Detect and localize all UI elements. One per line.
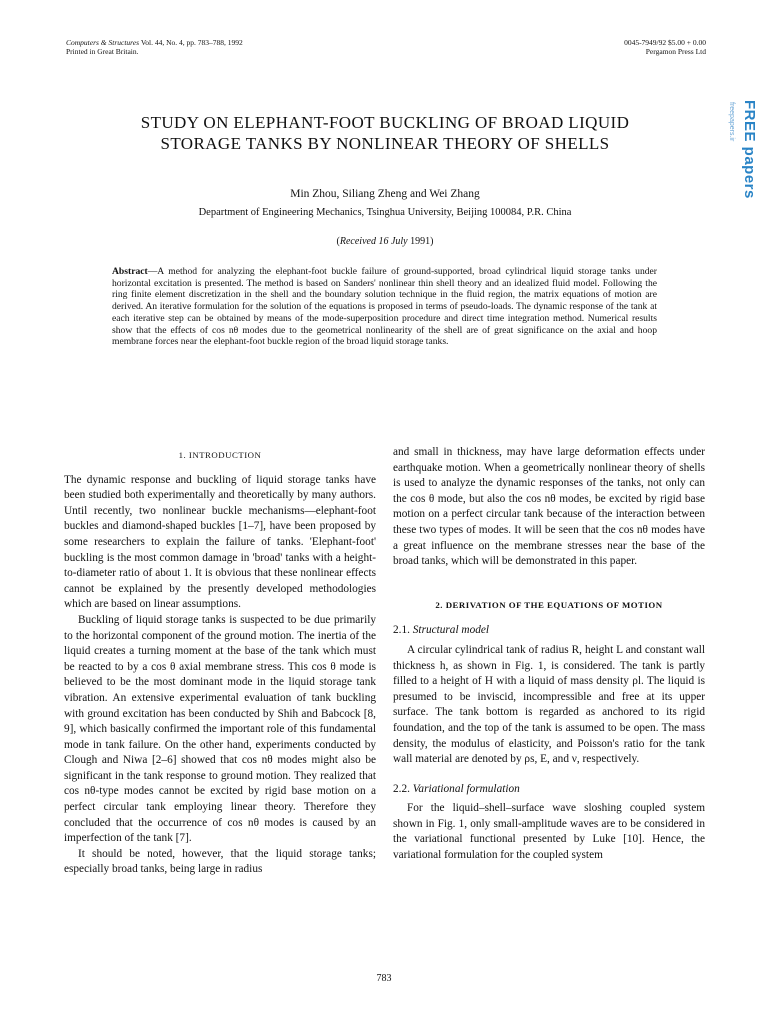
publisher: Pergamon Press Ltd <box>645 47 706 56</box>
received-label: Received 16 July <box>339 236 408 247</box>
watermark-brand: FREE papers <box>741 100 758 199</box>
variational-paragraph: For the liquid–shell–surface wave sloshing coupled system shown in Fig. 1, only small-amplitude waves are to be considered in the variational functional presented by Luke [10]. Hence, the variational formulation for the coupled system <box>393 802 705 862</box>
structural-model-paragraph: A circular cylindrical tank of radius R, height L and constant wall thickness h, as shown in Fig. 1, is considered. The tank is partly filled to a height of H with a liquid of mass density ρl. The liquid is presumed to be inviscid, incompressible and free at its upper surface. The tank bottom is regarded as anchored to its rigid foundation, and the top of the tank is assumed to be open. The mass density, the modulus of elasticity, and Poisson's ratio for the tank wall material are denoted by ρs, E, and ν, respectively. <box>393 643 705 766</box>
article-code: 0045-7949/92 $5.00 + 0.00 <box>624 38 706 47</box>
left-column <box>64 448 376 878</box>
section-heading-introduction: 1. INTRODUCTION <box>178 450 262 460</box>
right-column <box>393 445 705 864</box>
running-header-left <box>66 38 243 56</box>
intro-paragraph-2: Buckling of liquid storage tanks is suspected to be due primarily to the horizontal component of the ground motion. The inertia of the liquid creates a turning moment at the base of the tank which must be reacted to by a cos θ axial membrane stress. This cos θ mode is believed to be the most dominant mode in the liquid storage tank vibration. An extensive experimental evaluation of tank buckling with ground excitation has been conducted by Shih and Babcock [8, 9], which basically confirmed the important role of this fundamental mode in tank failure. On the other hand, experiments conducted by Clough and Niwa [2–6] showed that cos nθ modes might also be significant in the tank response to ground motion. They realized that cos nθ-type modes cannot be excited by rigid base motion on a perfect circular tank employing linear theory. Therefore they concluded that the occurrence of cos nθ modes is caused by an imperfection of the tank [7]. <box>64 613 376 845</box>
page-number: 783 <box>376 973 392 984</box>
watermark-tagline: freepapers.ir <box>728 102 735 142</box>
subsection-number-2-1: 2.1. <box>393 624 410 637</box>
abstract <box>112 266 657 348</box>
journal-citation: Vol. 44, No. 4, pp. 783–788, 1992 <box>140 38 243 47</box>
subsection-heading-variational <box>393 782 705 798</box>
subsection-heading-structural-model <box>393 623 705 639</box>
received-date: (Received 16 July 1991) <box>336 236 434 247</box>
running-header-right <box>624 38 706 56</box>
printed-in: Printed in Great Britain. <box>66 47 139 56</box>
paper-title: STUDY ON ELEPHANT-FOOT BUCKLING OF BROAD LIQUID STORAGE TANKS BY NONLINEAR THEORY OF SHELLS <box>140 113 630 153</box>
intro-paragraph-continued: and small in thickness, may have large deformation effects under earthquake motion. When a geometrically nonlinear theory of shells is used to analyze the dynamic responses of the tanks, not only can the cos θ mode, but also the cos nθ modes, be excited by rigid base motion on a perfect circular tank because of the interaction between these two types of modes. It will be seen that the cos nθ modes have a great influence on the membrane stresses near the base of the broad tanks, which will be demonstrated in this paper. <box>393 446 705 568</box>
abstract-text: —A method for analyzing the elephant-foot buckle failure of ground-supported, broad cylindrical liquid storage tanks under horizontal excitation is presented. The method is based on Sanders' nonlinear thin shell theory and an idealized fluid model. Following the ring finite element discretization in the shell and the boundary solution technique in the fluid region, the matrix equations of motion are derived. An iterative formulation for the solution of the equations is proposed in terms of pseudo-loads. The dynamic response of the tank at each iterative step can be obtained by means of the mode-superposition procedure and direct time integration method. Numerical results show that the effects of cos nθ modes due to the geometrical nonlinearity of the shell are of great significance on the axial and hoop membrane forces near the elephant-foot buckle region of the broad liquid storage tanks. <box>112 266 657 348</box>
subsection-number-2-2: 2.2. <box>393 782 410 795</box>
paper-authors: Min Zhou, Siliang Zheng and Wei Zhang <box>290 188 480 200</box>
subsection-title-2-1: Structural model <box>412 624 490 637</box>
journal-name: Computers & Structures <box>66 38 140 47</box>
subsection-title-2-2: Variational formulation <box>412 782 520 795</box>
free-papers-logo <box>728 100 762 212</box>
intro-paragraph-3: It should be noted, however, that the liquid storage tanks; especially broad tanks, being large in radius <box>64 847 376 876</box>
intro-paragraph-1: The dynamic response and buckling of liquid storage tanks have been studied both experimentally and theoretically by many authors. Until recently, two nonlinear buckle mechanisms—elephant-foot buckles and diamond-shaped buckles [1–7], have been proposed by some researchers to explain the failure of tanks. 'Elephant-foot' buckling is the most common damage in 'broad' tanks with a height-to-diameter ratio of about 1. It is obvious that these nonlinear effects cannot be explained by the presently developed methodologies which are based on linear assumptions. <box>64 473 376 611</box>
journal-citation-line <box>66 38 243 47</box>
received-year: 1991 <box>410 236 431 247</box>
section-heading-derivation: 2. DERIVATION OF THE EQUATIONS OF MOTION <box>435 599 663 610</box>
abstract-label: Abstract <box>112 266 148 277</box>
paper-affiliation: Department of Engineering Mechanics, Tsinghua University, Beijing 100084, P.R. China <box>198 207 572 218</box>
